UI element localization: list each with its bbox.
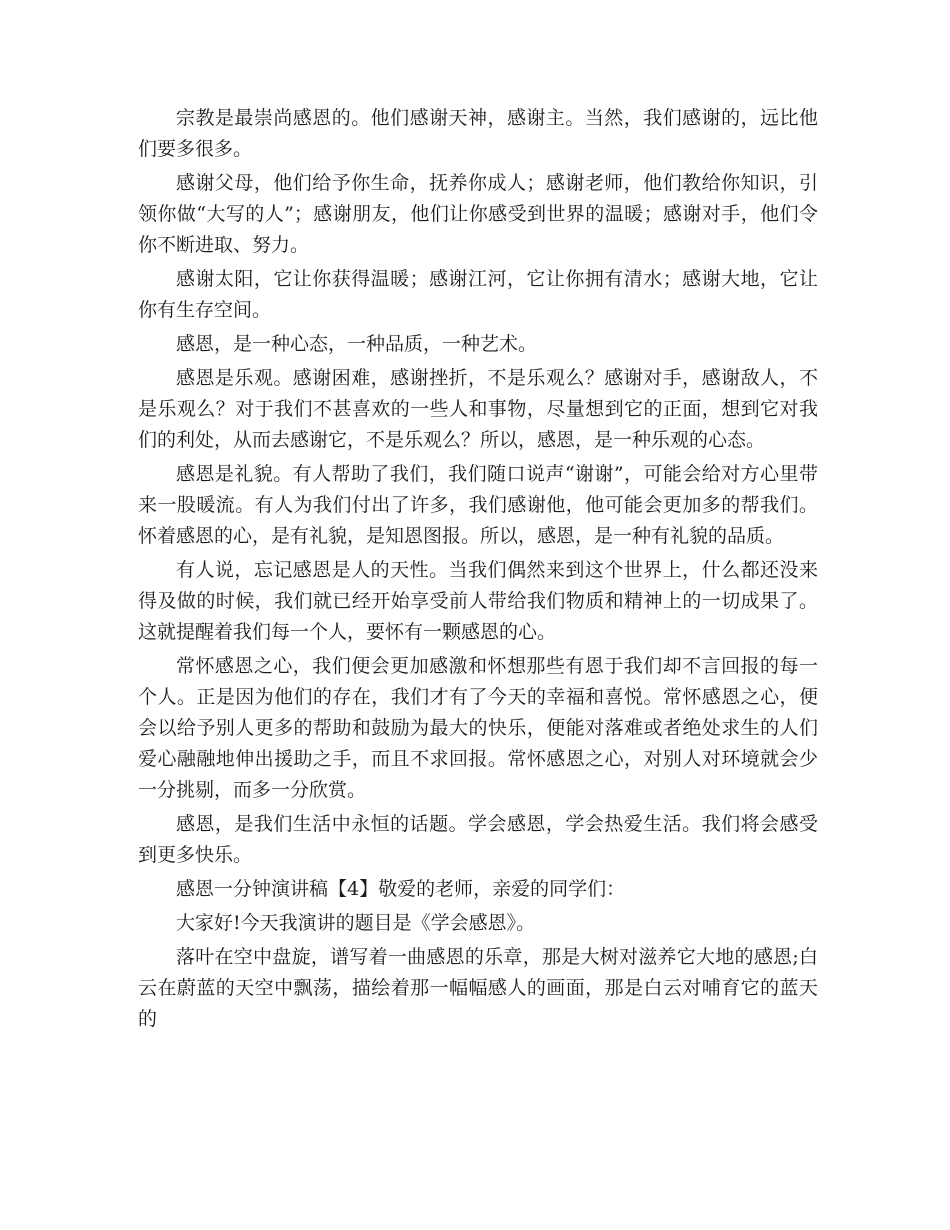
paragraph-3: 感谢太阳，它让你获得温暖；感谢江河，它让你拥有清水；感谢大地，它让你有生存空间。 — [138, 268, 818, 321]
greeting-paragraph: 大家好!今天我演讲的题目是《学会感恩》。 — [176, 912, 536, 934]
paragraph-5: 感恩是乐观。感谢困难，感谢挫折，不是乐观么？感谢对手，感谢敌人，不是乐观么？对于我们不甚喜欢的一些人和事物，尽量想到它的正面，想到它对我们的利处，从而去感谢它，不是乐观么？所以，感恩，是一种乐观的心态。 — [138, 367, 818, 451]
paragraph-1: 宗教是最崇尚感恩的。他们感谢天神，感谢主。当然，我们感谢的，远比他们要多很多。 — [138, 107, 818, 160]
paragraph-7: 有人说，忘记感恩是人的天性。当我们偶然来到这个世界上，什么都还没来得及做的时候，我们就已经开始享受前人带给我们物质和精神上的一切成果了。这就提醒着我们每一个人，要怀有一颗感恩的心。 — [138, 559, 818, 643]
speech-heading: 感恩一分钟演讲稿【4】敬爱的老师，亲爱的同学们： — [176, 878, 626, 900]
paragraph-4: 感恩，是一种心态，一种品质，一种艺术。 — [176, 333, 538, 355]
paragraph-2: 感谢父母，他们给予你生命，抚养你成人；感谢老师，他们教给你知识，引领你做“大写的人”；感谢朋友，他们让你感受到世界的温暖；感谢对手，他们令你不断进取、努力。 — [138, 172, 818, 256]
paragraph-12: 落叶在空中盘旋，谱写着一曲感恩的乐章，那是大树对滋养它大地的感恩;白云在蔚蓝的天空中飘荡，描绘着那一幅幅感人的画面，那是白云对哺育它的蓝天的 — [138, 946, 818, 1030]
paragraph-9: 感恩，是我们生活中永恒的话题。学会感恩，学会热爱生活。我们将会感受到更多快乐。 — [138, 813, 818, 866]
document-body — [138, 103, 818, 1038]
paragraph-8: 常怀感恩之心，我们便会更加感激和怀想那些有恩于我们却不言回报的每一个人。正是因为他们的存在，我们才有了今天的幸福和喜悦。常怀感恩之心，便会以给予别人更多的帮助和鼓励为最大的快乐，便能对落难或者绝处求生的人们爱心融融地伸出援助之手，而且不求回报。常怀感恩之心，对别人对环境就会少一分挑剔，而多一分欣赏。 — [138, 655, 818, 801]
paragraph-6: 感恩是礼貌。有人帮助了我们，我们随口说声“谢谢”，可能会给对方心里带来一股暖流。有人为我们付出了许多，我们感谢他，他可能会更加多的帮我们。怀着感恩的心，是有礼貌，是知恩图报。所以，感恩，是一种有礼貌的品质。 — [138, 463, 818, 547]
